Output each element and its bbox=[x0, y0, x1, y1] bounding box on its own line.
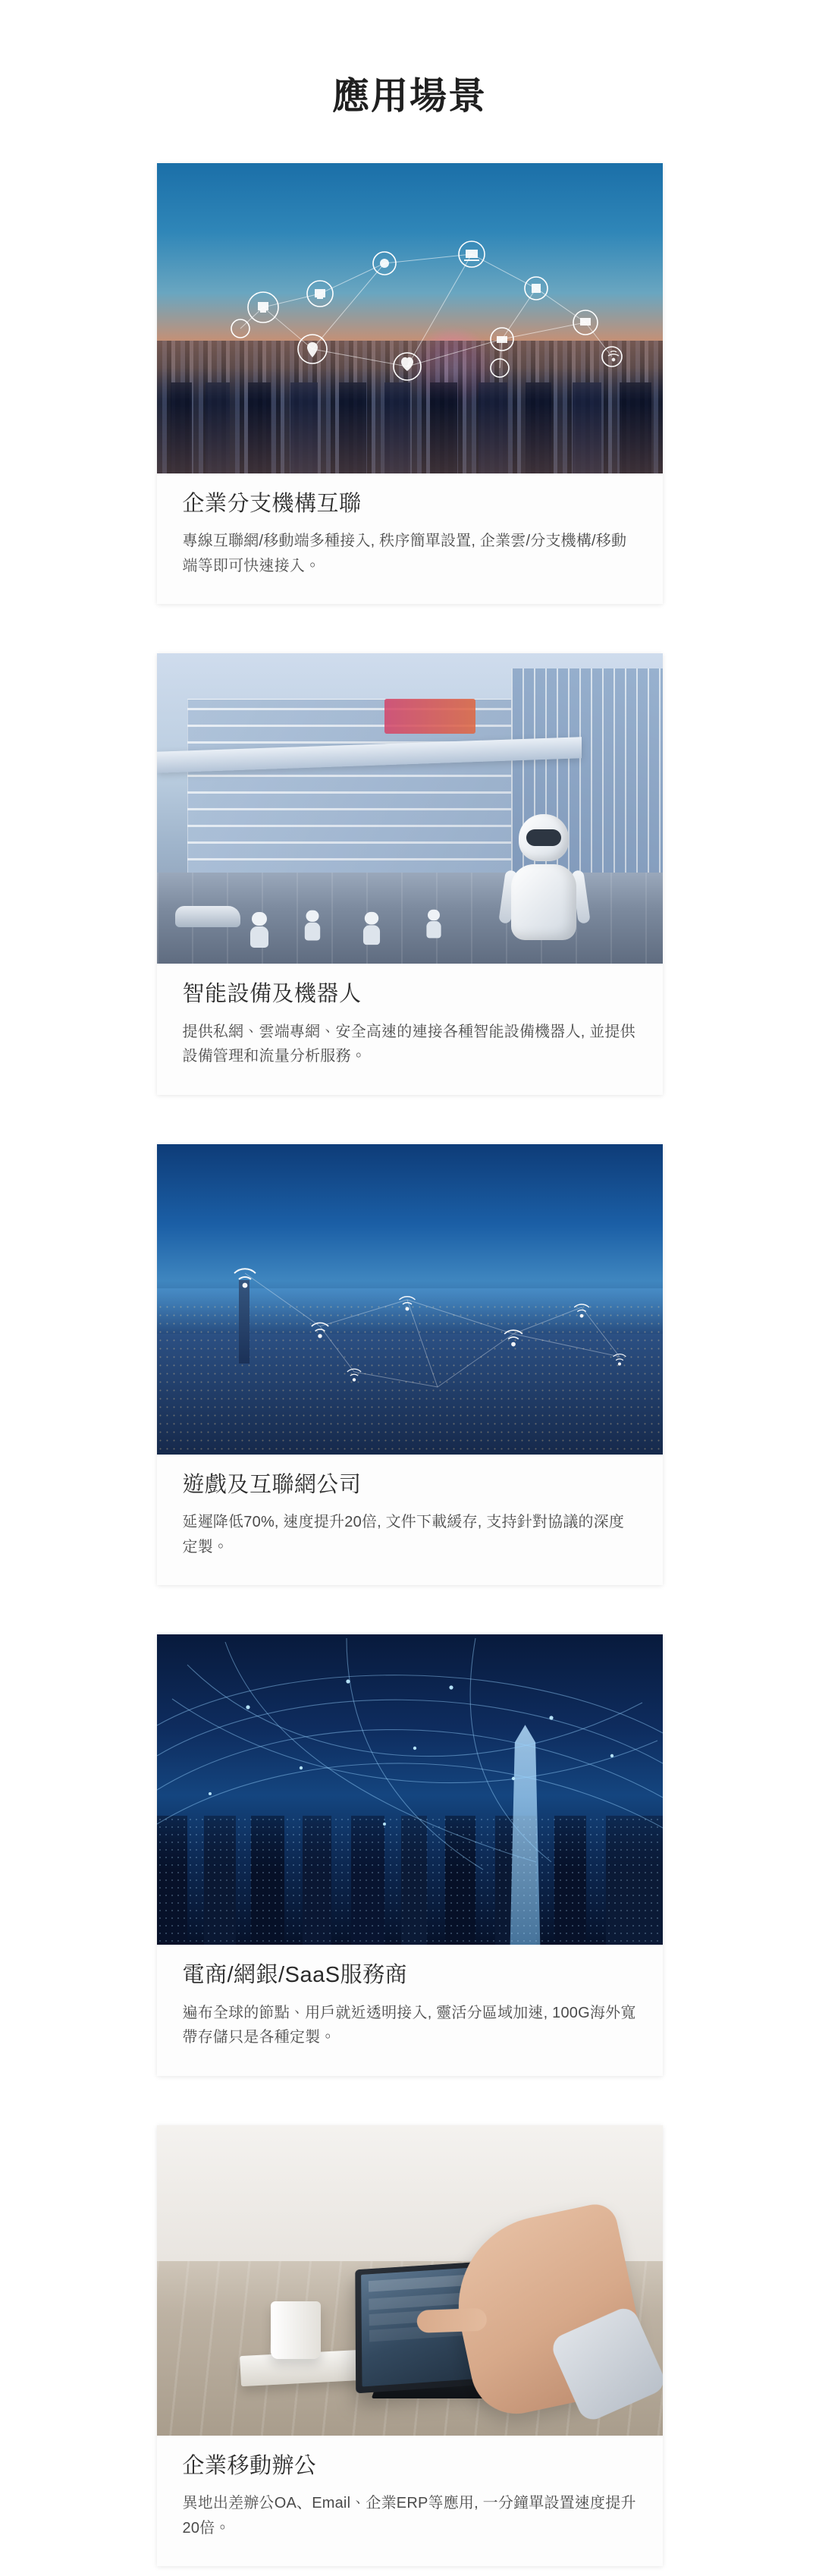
scenario-card-enterprise-mobile-office[interactable] bbox=[157, 2125, 663, 2566]
page-title: 應用場景 bbox=[331, 76, 487, 117]
card-title: 企業移動辦公 bbox=[182, 2453, 317, 2478]
network-overlay-icons bbox=[157, 163, 663, 473]
card-title: 電商/網銀/SaaS服務商 bbox=[182, 1963, 408, 1988]
card-description: 異地出差辦公OA、Email、企業ERP等應用, 一分鐘單設置速度提升20倍。 bbox=[182, 2495, 636, 2537]
card-body bbox=[157, 2436, 663, 2566]
card-description: 提供私網、雲端專網、安全高速的連接各種智能設備機器人, 並提供設備管理和流量分析服務。 bbox=[182, 1023, 635, 1065]
card-description: 遍布全球的節點、用戶就近透明接入, 靈活分區域加速, 100G海外寬帶存儲只是各種定製。 bbox=[182, 2004, 636, 2046]
card-image-desk-tablet-hand bbox=[157, 2125, 663, 2436]
card-image-global-network-night-city bbox=[157, 1634, 663, 1945]
card-title: 企業分支機構互聯 bbox=[182, 491, 362, 516]
small-robot bbox=[248, 912, 271, 948]
card-description: 延遲降低70%, 速度提升20倍, 文件下載緩存, 支持針對協議的深度定製。 bbox=[182, 1514, 625, 1555]
coffee-cup bbox=[271, 2301, 321, 2359]
small-robot bbox=[425, 910, 443, 939]
pointing-finger bbox=[416, 2307, 487, 2332]
small-robot bbox=[303, 911, 322, 942]
wifi-overlay-icons bbox=[157, 1144, 663, 1455]
card-image-modern-building-robots bbox=[157, 653, 663, 964]
global-network-arcs bbox=[157, 1634, 663, 1945]
card-title: 遊戲及互聯網公司 bbox=[182, 1472, 362, 1497]
card-body bbox=[157, 1945, 663, 2075]
card-body bbox=[157, 473, 663, 604]
card-image-night-city-wifi-nodes bbox=[157, 1144, 663, 1455]
card-description: 專線互聯網/移動端多種接入, 秩序簡單設置, 企業雲/分支機構/移動端等即可快速接入。 bbox=[182, 533, 627, 574]
small-robot bbox=[361, 912, 382, 945]
scenario-card-branch-interconnect[interactable] bbox=[157, 163, 663, 604]
parked-car bbox=[175, 906, 240, 927]
humanoid-robot bbox=[499, 814, 590, 955]
card-title: 智能設備及機器人 bbox=[182, 982, 362, 1007]
card-body bbox=[157, 964, 663, 1094]
scenario-card-ecommerce-saas[interactable] bbox=[157, 1634, 663, 2075]
card-image-city-skyline-network-nodes bbox=[157, 163, 663, 473]
card-body bbox=[157, 1455, 663, 1585]
scenario-card-list bbox=[0, 163, 819, 2566]
scenario-card-smart-devices-robots[interactable] bbox=[157, 653, 663, 1094]
scenario-card-gaming-internet[interactable] bbox=[157, 1144, 663, 1585]
building-signage bbox=[384, 699, 475, 734]
